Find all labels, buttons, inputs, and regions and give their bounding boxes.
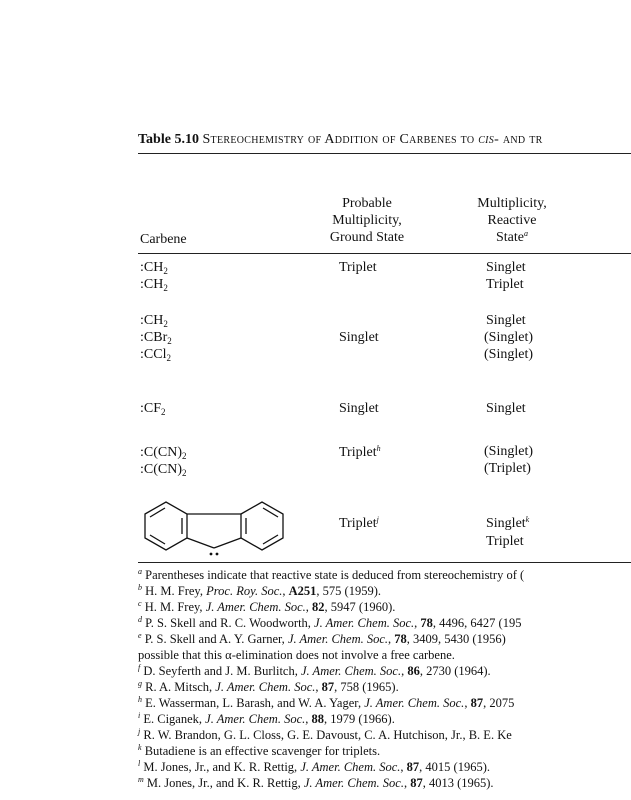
header-reactive-state: Multiplicity, Reactive State$^a$ [477, 196, 547, 245]
footnote: $^h$ E. Wasserman, L. Barash, and W. A. Yager, J. Amer. Chem. Soc., 87, 2075 [138, 695, 515, 710]
table-row: $:C(CN)_2$ [140, 462, 187, 478]
reactive-state-cell: Singlet$^k$ [486, 515, 530, 531]
header-rule [138, 253, 631, 254]
table-row: :CBr$_2$ [140, 330, 172, 346]
footnote: $^i$ E. Ciganek, J. Amer. Chem. Soc., 88, 1979 (1966). [138, 711, 395, 726]
ground-state-cell: Singlet [339, 401, 379, 416]
fluorenylidene-structure [143, 491, 293, 559]
footnote: $^b$ H. M. Frey, Proc. Roy. Soc., A251, 575 (1959). [138, 583, 381, 598]
footnote-continuation: possible that this α-elimination does not involve a free carbene. [138, 648, 455, 662]
table-row: $:CH_2$ [140, 277, 168, 293]
table-row: $:CH_2$ [140, 260, 168, 276]
reactive-state-cell: (Singlet) [484, 330, 533, 345]
reactive-state-cell: Singlet [486, 260, 526, 275]
table-title-text: Stereochemistry of Addition of Carbenes to cis- and tr [202, 132, 543, 147]
reactive-state-cell: Singlet [486, 401, 526, 416]
reactive-state-cell: Triplet [486, 534, 524, 549]
footnote: $^f$ D. Seyferth and J. M. Burlitch, J. Amer. Chem. Soc., 86, 2730 (1964). [138, 663, 491, 678]
title-rule [138, 153, 631, 154]
footnote: $^k$ Butadiene is an effective scavenger for triplets. [138, 743, 381, 758]
header-carbene: Carbene [140, 232, 187, 247]
footnote: $^a$ Parentheses indicate that reactive state is deduced from stereochemistry of ( [138, 567, 525, 582]
footnote: $^g$ R. A. Mitsch, J. Amer. Chem. Soc., 87, 758 (1965). [138, 679, 399, 694]
footnote: $^l$ M. Jones, Jr., and K. R. Rettig, J. Amer. Chem. Soc., 87, 4015 (1965). [138, 759, 490, 774]
table-row: :CCl$_2$ [140, 347, 171, 363]
ground-state-cell: Triplet$^j$ [339, 515, 379, 531]
reactive-state-cell: Triplet [486, 277, 524, 292]
footnote: $^c$ H. M. Frey, J. Amer. Chem. Soc., 82, 5947 (1960). [138, 599, 396, 614]
footnote: $^j$ R. W. Brandon, G. L. Closs, G. E. Davoust, C. A. Hutchison, Jr., B. E. Ke [138, 727, 512, 742]
ground-state-cell: Triplet$^h$ [339, 444, 381, 460]
reactive-state-cell: (Triplet) [484, 461, 531, 476]
footnote: $^d$ P. S. Skell and R. C. Woodworth, J. Amer. Chem. Soc., 78, 4496, 6427 (195 [138, 615, 522, 630]
reactive-state-cell: Singlet [486, 313, 526, 328]
header-ground-state: Probable Multiplicity, Ground State [329, 196, 405, 245]
table-title [138, 132, 543, 148]
table-row: $:CF_2$ [140, 401, 166, 417]
table-row: $:C(CN)_2$ [140, 445, 187, 461]
reactive-state-cell: (Singlet) [484, 444, 533, 459]
table-bottom-rule [138, 562, 631, 563]
table-row: $:CH_2$ [140, 313, 168, 329]
reactive-state-cell: (Singlet) [484, 347, 533, 362]
table-number: Table 5.10 [138, 132, 199, 147]
footnote: $^e$ P. S. Skell and A. Y. Garner, J. Amer. Chem. Soc., 78, 3409, 5430 (1956) [138, 631, 506, 646]
footnote: $^m$ M. Jones, Jr., and K. R. Rettig, J. Amer. Chem. Soc., 87, 4013 (1965). [138, 775, 494, 790]
ground-state-cell: Singlet [339, 330, 379, 345]
ground-state-cell: Triplet [339, 260, 377, 275]
